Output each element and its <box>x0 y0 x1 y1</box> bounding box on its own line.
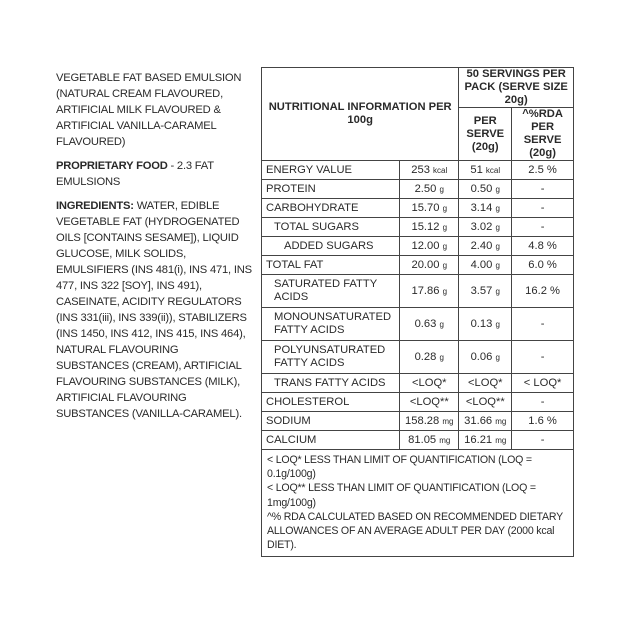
per-serve <box>459 237 512 256</box>
rda-per-serve: - <box>512 199 574 218</box>
per-serve <box>459 374 512 393</box>
rda-per-serve: - <box>512 308 574 341</box>
proprietary-food <box>56 158 252 190</box>
per-100g <box>400 256 459 275</box>
per-serve-value: 51 <box>470 163 483 176</box>
per-100g-value: 20.00 <box>411 258 440 271</box>
per-serve-value: 4.00 <box>470 258 493 271</box>
nutrition-table <box>261 67 574 557</box>
rda-per-serve: 6.0 % <box>512 256 574 275</box>
table-row <box>262 431 574 450</box>
per-100g-unit: g <box>439 319 444 329</box>
rda-per-serve: - <box>512 180 574 199</box>
per-100g-unit: g <box>442 286 448 296</box>
per-100g <box>400 161 459 180</box>
footnote-rda: ^% RDA CALCULATED BASED ON RECOMMENDED DIETARY ALLOWANCES OF AN AVERAGE ADULT PER DAY (2000 kcal DIET). <box>267 510 563 552</box>
nutrient-name: SATURATED FATTY ACIDS <box>262 275 400 308</box>
footnotes <box>262 450 574 557</box>
product-description: VEGETABLE FAT BASED EMULSION (NATURAL CREAM FLAVOURED, ARTIFICIAL MILK FLAVOURED & ARTIFICIAL VANILLA-CARAMEL FLAVOURED) <box>56 72 242 148</box>
table-row <box>262 412 574 431</box>
per-serve-value: 0.06 <box>470 350 493 363</box>
per-100g-value: 0.28 <box>414 350 437 363</box>
header-per-serve: PER SERVE (20g) <box>459 108 512 161</box>
rda-per-serve: - <box>512 218 574 237</box>
per-100g <box>400 275 459 308</box>
ingredients-value: WATER, EDIBLE VEGETABLE FAT (HYDROGENATED OILS [CONTAINS SESAME]), LIQUID GLUCOSE, MILK SOLIDS, EMULSIFIERS (INS 481(i), INS 471, INS 477, INS 322 [SOY], INS 491), CASEINATE, ACIDITY REGULATORS (INS 331(iii), INS 339(ii)), STABILIZERS (INS 1450, INS 412, INS 415, INS 464), NATURAL FLAVOURING SUBSTANCES (CREAM), ARTIFICIAL FLAVOURING SUBSTANCES (MILK), ARTIFICIAL FLAVOURING SUBSTANCES (VANILLA-CARAMEL). <box>56 200 252 420</box>
nutrient-name: ENERGY VALUE <box>262 161 400 180</box>
per-serve-value: <LOQ** <box>465 395 505 408</box>
product-description-panel <box>56 70 252 430</box>
rda-per-serve: 2.5 % <box>512 161 574 180</box>
per-100g <box>400 374 459 393</box>
per-100g-unit: g <box>439 184 444 194</box>
ingredients-label: INGREDIENTS: <box>56 200 134 212</box>
per-serve-unit: mg <box>495 416 507 426</box>
header-servings-per-pack: 50 SERVINGS PER PACK (SERVE SIZE 20g) <box>459 68 574 108</box>
proprietary-food-value: - 2.3 FAT EMULSIONS <box>56 160 214 188</box>
per-100g <box>400 199 459 218</box>
per-serve <box>459 431 512 450</box>
per-serve-value: 3.14 <box>470 201 493 214</box>
per-100g-value: <LOQ** <box>409 395 449 408</box>
nutrient-name: POLYUNSATURATED FATTY ACIDS <box>262 341 400 374</box>
table-row <box>262 374 574 393</box>
per-100g-unit: g <box>442 203 448 213</box>
per-serve <box>459 308 512 341</box>
per-100g-unit: g <box>442 241 448 251</box>
table-header-row-1 <box>262 68 574 108</box>
footnote-loq-cholesterol: < LOQ** LESS THAN LIMIT OF QUANTIFICATION (LOQ = 1mg/100g) <box>267 482 536 509</box>
table-row <box>262 308 574 341</box>
per-serve-unit: g <box>495 184 500 194</box>
per-100g <box>400 412 459 431</box>
per-serve-value: 3.02 <box>470 220 493 233</box>
per-100g-value: 253 <box>411 163 430 176</box>
per-serve-value: 0.13 <box>470 317 493 330</box>
per-serve-value: 0.50 <box>470 182 493 195</box>
per-100g-value: 15.70 <box>411 201 440 214</box>
rda-per-serve: - <box>512 341 574 374</box>
per-serve-unit: g <box>495 222 500 232</box>
per-100g-unit: mg <box>439 435 451 445</box>
per-100g-unit: g <box>442 222 448 232</box>
per-100g-value: 81.05 <box>408 433 437 446</box>
per-100g <box>400 308 459 341</box>
per-100g-unit: g <box>439 352 444 362</box>
per-100g-unit: mg <box>442 416 454 426</box>
footnote-loq-trans: < LOQ* LESS THAN LIMIT OF QUANTIFICATION (LOQ = 0.1g/100g) <box>267 454 532 481</box>
per-serve <box>459 199 512 218</box>
per-serve-unit: g <box>495 241 500 251</box>
per-100g-value: 2.50 <box>414 182 437 195</box>
table-row <box>262 180 574 199</box>
nutrient-name: SODIUM <box>262 412 400 431</box>
nutrient-name: TOTAL FAT <box>262 256 400 275</box>
per-100g <box>400 341 459 374</box>
per-serve-unit: g <box>495 352 500 362</box>
rda-per-serve: < LOQ* <box>512 374 574 393</box>
table-row <box>262 218 574 237</box>
per-100g-value: <LOQ* <box>412 376 447 389</box>
table-row <box>262 237 574 256</box>
per-100g <box>400 218 459 237</box>
rda-per-serve: - <box>512 431 574 450</box>
per-serve <box>459 275 512 308</box>
per-serve-value: <LOQ* <box>468 376 503 389</box>
per-100g <box>400 180 459 199</box>
table-row <box>262 275 574 308</box>
nutrient-name: CARBOHYDRATE <box>262 199 400 218</box>
per-serve <box>459 341 512 374</box>
per-serve <box>459 161 512 180</box>
per-100g-value: 15.12 <box>411 220 440 233</box>
per-serve-unit: g <box>495 319 500 329</box>
per-serve-unit: mg <box>495 435 507 445</box>
per-100g-value: 0.63 <box>414 317 437 330</box>
rda-per-serve: 4.8 % <box>512 237 574 256</box>
per-100g <box>400 237 459 256</box>
ingredients <box>56 198 252 422</box>
per-serve-value: 3.57 <box>470 284 493 297</box>
per-100g-value: 17.86 <box>411 284 440 297</box>
footnotes-row <box>262 450 574 557</box>
per-serve <box>459 218 512 237</box>
header-rda-per-serve: ^%RDA PER SERVE (20g) <box>512 108 574 161</box>
per-serve <box>459 412 512 431</box>
per-100g <box>400 393 459 412</box>
per-serve <box>459 180 512 199</box>
table-row <box>262 393 574 412</box>
rda-per-serve: 1.6 % <box>512 412 574 431</box>
header-nutritional-info: NUTRITIONAL INFORMATION PER 100g <box>262 68 459 161</box>
nutrient-name: ADDED SUGARS <box>262 237 400 256</box>
per-100g-unit: g <box>442 260 448 270</box>
per-serve-value: 16.21 <box>464 433 493 446</box>
per-serve-unit: kcal <box>485 165 501 175</box>
rda-per-serve: - <box>512 393 574 412</box>
nutrient-name: CALCIUM <box>262 431 400 450</box>
nutrient-name: TRANS FATTY ACIDS <box>262 374 400 393</box>
nutrient-name: CHOLESTEROL <box>262 393 400 412</box>
table-row <box>262 199 574 218</box>
per-serve-unit: g <box>495 203 500 213</box>
table-row <box>262 341 574 374</box>
per-serve-value: 31.66 <box>464 414 493 427</box>
per-100g-value: 12.00 <box>411 239 440 252</box>
proprietary-food-label: PROPRIETARY FOOD <box>56 160 168 172</box>
nutrient-name: PROTEIN <box>262 180 400 199</box>
per-100g <box>400 431 459 450</box>
nutrient-name: TOTAL SUGARS <box>262 218 400 237</box>
nutrient-name: MONOUNSATURATED FATTY ACIDS <box>262 308 400 341</box>
nutrient-rows <box>262 161 574 450</box>
per-serve-value: 2.40 <box>470 239 493 252</box>
per-serve <box>459 256 512 275</box>
table-row <box>262 256 574 275</box>
table-row <box>262 161 574 180</box>
per-serve-unit: g <box>495 260 500 270</box>
per-serve <box>459 393 512 412</box>
per-serve-unit: g <box>495 286 500 296</box>
rda-per-serve: 16.2 % <box>512 275 574 308</box>
per-100g-unit: kcal <box>433 165 448 175</box>
per-100g-value: 158.28 <box>405 414 440 427</box>
